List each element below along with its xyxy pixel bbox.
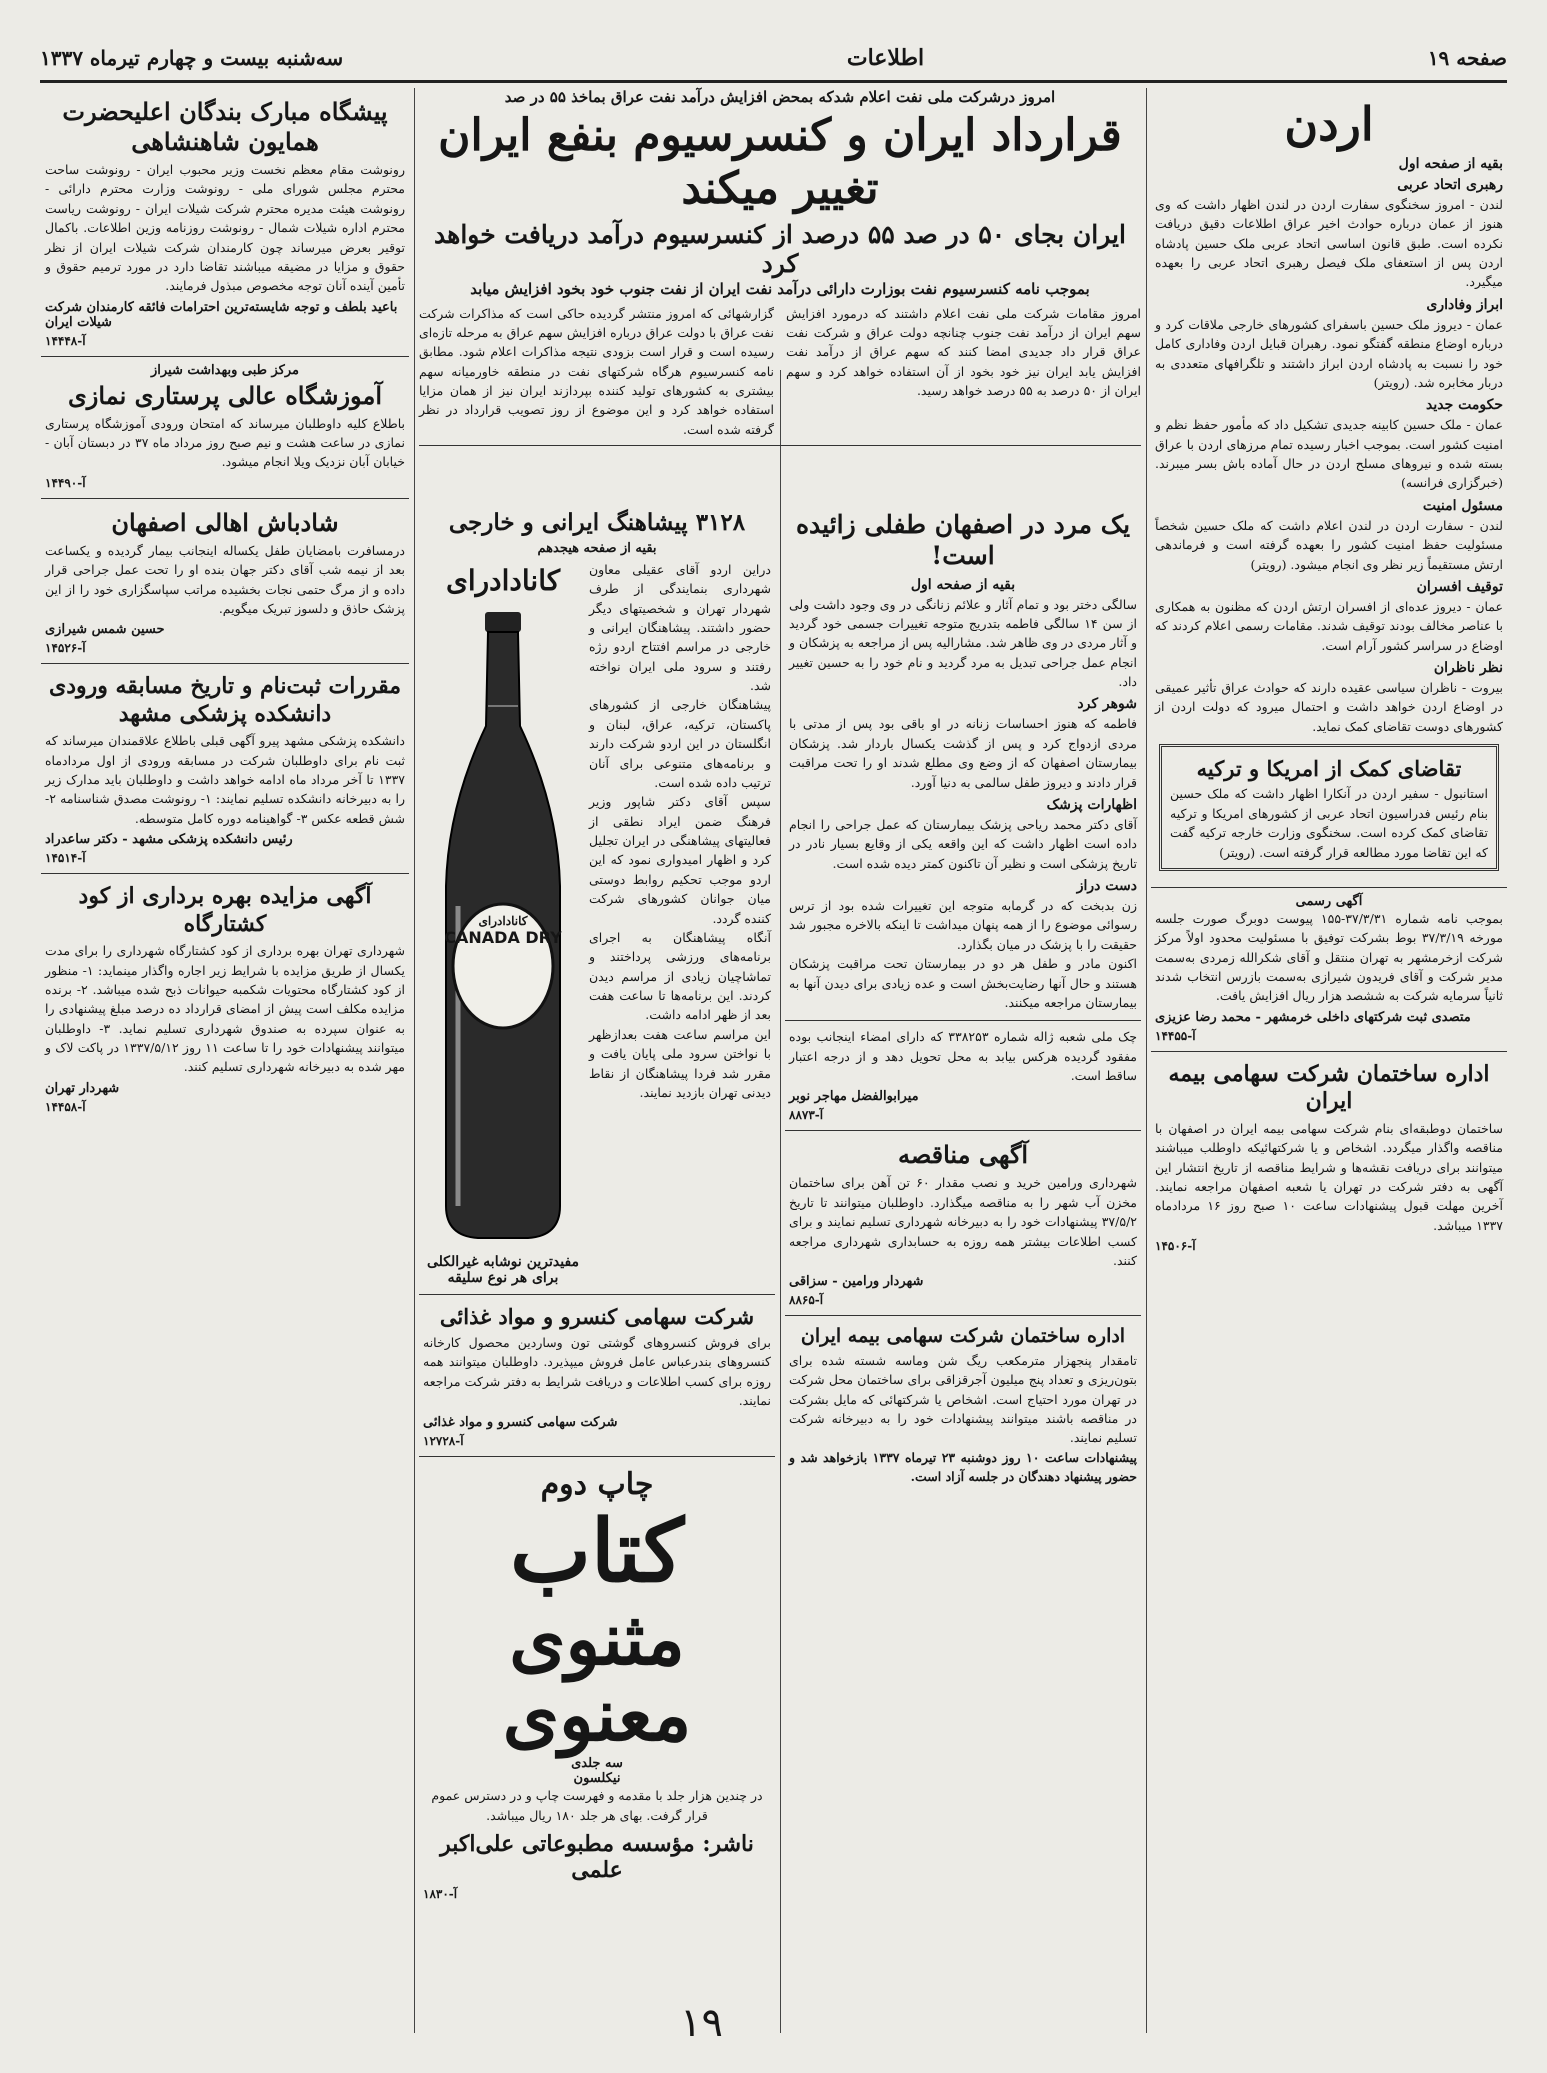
- ad-title: اداره ساختمان شرکت سهامی بیمه ایران: [1168, 1060, 1490, 1115]
- article-continued: بقیه از صفحه هیجدهم: [537, 540, 657, 556]
- ad-text: باطلاع کلیه داوطلبان میرساند که امتحان ورودی آموزشگاه پرستاری نمازی در ساعت هشت و نیم صبح روز مرداد ماه ۳۷ در دبستان آبان - خیابان آبان نزدیک ویلا انجام میشود.: [45, 415, 405, 470]
- ad-code: آ-۱۴۵۲۶: [45, 641, 86, 656]
- ad-title: آگهی مزایده بهره برداری از کود کشتارگاه: [78, 883, 372, 937]
- lead-kicker: امروز درشرکت ملی نفت اعلام شدکه بمحض افزایش درآمد نفت عراق بماخذ ۵۵ در صد: [504, 88, 1056, 106]
- subheading: شوهر کرد: [1077, 696, 1137, 713]
- ad-code: آ-۱۴۴۵۵: [1155, 1028, 1196, 1043]
- ad-signature: حسین شمس شیرازی: [45, 622, 165, 638]
- jordan-continued: بقیه از صفحه اول: [1398, 155, 1503, 172]
- book-editor: نیکلسون: [573, 1771, 621, 1787]
- subheading: اظهارات پزشک: [1046, 796, 1137, 813]
- article-text: لندن - امروز سخنگوی سفارت اردن در لندن اظهار داشت که وی هنوز از عمان درباره حوادث اخیر عراق اطلاعات دقیق دریافت نکرده است. طبق قانون اساسی اتحاد عربی ملک حسین پادشاه اردن پس از استعفای ملک فیصل رهبری اتحاد عربی را بعهده میگیرد.: [1155, 196, 1503, 290]
- lead-subhead: ایران بجای ۵۰ در صد ۵۵ درصد از کنسرسیوم درآمد دریافت خواهد کرد: [434, 219, 1126, 278]
- ad-text: شهرداری تهران بهره برداری از کود کشتارگاه شهرداری را برای مدت یکسال از طریق مزایده با شرایط زیر اجاره واگذار مینماید: ۱- منظور از کود کشتارگاه محتویات شکمبه حیوانات ذبح شده میباشد. ۲- برنده مزایده مکلف است پیش از امضای قرارداد ده درصد مبلغ پیشنهادی را به عنوان سپرده به صندوق شهرداری تسلیم نماید. ۳- داوطلبان میتوانند پیشنهادات خود را تا ساعت ۱۱ روز ۱۳۳۷/۵/۱۲ در پاکت لاک و مهر شده به دبیرخانه شهرداری تسلیم کنند.: [45, 943, 406, 1075]
- book-edition: چاپ دوم: [540, 1466, 654, 1502]
- subheading: ابراز وفاداری: [1426, 296, 1503, 313]
- ad-title: آموزشگاه عالی پرستاری نمازی: [68, 380, 382, 410]
- lead-headline: قرارداد ایران و کنسرسیوم بنفع ایران تغییر میکند: [438, 110, 1122, 214]
- article-text: اکنون مادر و طفل هر دو در بیمارستان تحت مراقبت پزشکان هستند و حال آنها رضایت‌بخش است و عده زیادی برای دیدن آنها به بیمارستان مراجعه میکنند.: [789, 956, 1137, 1010]
- article-text: دراین اردو آقای عقیلی معاون شهرداری بنمایندگی از طرف شهردار تهران و شخصیتهای دیگر حضور داشتند. پیشاهنگان ایرانی و خارجی در مراسم افتتاح اردو رژه رفتند و سرود ملی ایران نواخته شد.: [589, 561, 771, 693]
- jordan-title: اردن: [1284, 97, 1374, 151]
- article-continued: بقیه از صفحه اول: [910, 576, 1016, 593]
- tender-notice: [785, 1131, 1141, 1316]
- subheading: دست دراز: [1076, 878, 1137, 894]
- article-text: لندن - سفارت اردن در لندن اعلام داشت که ملک حسین شخصاً مسئولیت حفظ امنیت کشور را بعهده گرفته است و فرماندهی ارتش مستقیماً زیر نظر وی انجام میشود. (رویتر): [1155, 517, 1503, 572]
- brand-name: کانادادرای: [445, 563, 561, 597]
- ad-code: آ-۱۸۳۰: [423, 1887, 458, 1902]
- notice-signature: متصدی ثبت شرکتهای داخلی خرمشهر - محمد رضا عزیزی: [1155, 1009, 1471, 1025]
- ad-title: پیشگاه مبارک بندگان اعلیحضرت همایون شاهنشاهی: [62, 97, 388, 156]
- article-title: یک مرد در اصفهان طفلی زائیده است!: [795, 510, 1131, 571]
- top-rule: [40, 80, 1507, 83]
- ad-text: شهرداری ورامین خرید و نصب مقدار ۶۰ تن آهن برای ساختمان مخزن آب شهر را به مناقصه میگذارد. داوطلبان میتوانند تا تاریخ ۳۷/۵/۲ پیشنهادات خود را به دبیرخانه شهرداری تسلیم نمایند و برای کسب اطلاعات بیشتر همه روزه به حسابداری شهرداری مراجعه کنند.: [789, 1175, 1137, 1268]
- ad-text: پیشنهادات ساعت ۱۰ روز دوشنبه ۲۳ تیرماه ۱۳۳۷ بازخواهد شد و حضور پیشنهاد دهندگان در جلسه آزاد است.: [789, 1449, 1137, 1485]
- ad-title: مقررات ثبت‌نام و تاریخ مسابقه ورودی دانشکده پزشکی مشهد: [48, 673, 402, 727]
- canada-dry-ad: [423, 560, 583, 1286]
- nursing-school-notice: [41, 357, 409, 499]
- lead-body: گزارشهائی که امروز منتشر گردیده حاکی است که مذاکرات شرکت نفت عراق با دولت عراق درباره افزایش سهم عراق به مرحله تازه‌ای رسیده است و قرار است بزودی نتیجه مذاکرات اعلام شود. مطابق نامه کنسرسیوم هرگاه شرکتهای نفت در منطقه خاورمیانه سهم بیشتری به کشورهای تولید کننده بپردازند ایران نیز از همان مزایا استفاده خواهد کرد و این موضوع از روز تصویب قرارداد در نظر گرفته شده است.: [419, 305, 774, 437]
- notice-signature: میرابوالفضل مهاجر نوبر: [789, 1089, 919, 1105]
- ad-code: آ-۱۴۴۴۸: [45, 333, 86, 348]
- insurance-tender-ad: [1151, 1052, 1507, 1261]
- ad-signature: باعید بلطف و توجه شایسته‌ترین احترامات فائقه کارمندان شرکت شیلات ایران: [45, 299, 398, 330]
- canned-food-ad: [419, 1295, 775, 1457]
- column-isfahan: [785, 500, 1141, 1495]
- book-ad: [419, 1457, 775, 1910]
- paper-name: اطلاعات: [846, 45, 925, 71]
- lead-subhead-2: بموجب نامه کنسرسیوم نفت بوزارت دارائی درآمد نفت ایران از نفت جنوب خود بخود افزایش میابد: [470, 279, 1090, 298]
- ad-title: اداره ساختمان شرکت سهامی بیمه ایران: [800, 1325, 1126, 1348]
- ad-code: آ-۱۴۴۹۰: [45, 475, 86, 490]
- auction-notice: [41, 874, 409, 1122]
- lead-body: امروز مقامات شرکت ملی نفت اعلام داشتند که درمورد افزایش سهم ایران از درآمد نفت جنوب چنانچه دولت عراق و شرکت نفت عراق قرار داد جدیدی امضا کنند که سهم عراق از درآمد نفت افزایش یابد ایران نیز خود بخود از آن استفاده خواهد کرد و سهم ایران از ۵۰ درصد به ۵۵ درصد خواهد رسید.: [786, 305, 1141, 399]
- ad-signature: شهردار ورامین - سزاقی: [789, 1274, 924, 1290]
- article-text: عمان - دیروز ملک حسین باسفرای کشورهای خارجی ملاقات کرد و درباره اوضاع منطقه گفتگو نمود. رهبران قبایل اردن وفاداری کامل خود را نسبت به پادشاه اردن ابراز داشتند و تلگرافهای متعددی به دربار مخابره شد. (رویتر): [1155, 316, 1503, 390]
- ad-text: درمسافرت بامضایان طفل یکساله اینجانب بیمار گردیده و یکساعت بعد از نیمه شب آقای دکتر جهان بنده او را تحت عمل جراحی قرار داده و از مرگ حتمی نجات بخشیده مراتب سپاسگزاری خود را از این پزشک حاذق و دلسوز تبریک میگویم.: [45, 542, 405, 616]
- subheading: مسئول امنیت: [1422, 497, 1503, 514]
- ad-signature: رئیس دانشکده پزشکی مشهد - دکتر ساعدراد: [45, 832, 293, 848]
- petition-notice: [41, 88, 409, 357]
- ad-caption: برای هر نوع سلیقه: [447, 1269, 559, 1286]
- column-scouts: [419, 500, 775, 1909]
- publisher-name: مؤسسه مطبوعاتی علی‌اکبر علمی: [440, 1831, 695, 1884]
- ad-title: شرکت سهامی کنسرو و مواد غذائی: [439, 1303, 755, 1329]
- box-title: تقاضای کمک از امریکا و ترکیه: [1196, 756, 1462, 782]
- notice-text: چک ملی شعبه ژاله شماره ۳۳۸۲۵۳ که دارای امضاء اینجانب بوده مفقود گردیده هرکس بیابد به محل تحویل دهد و از درجه اعتبار ساقط است.: [789, 1029, 1137, 1083]
- ad-text: رونوشت مقام معظم نخست وزیر محبوب ایران - رونوشت ساحت محترم مجلس شورای ملی - رونوشت وزارت محترم دارائی - رونوشت هیئت مدیره محترم شرکت شیلات ایران - رونوشت ریاست محترم اداره شیلات شمال - رونوشت روزنامه وزین اطلاعات. باکمال توقیر بعرض میرساند چون کارمندان شرکت شیلات ایران از نظر حقوق و مزایا در مضیقه میباشند تقاضا دارد در مورد ترمیم حقوق و تأمین آینده آنان توجه مخصوص مبذول فرمایند.: [45, 162, 405, 294]
- issue-date: سه‌شنبه بیست و چهارم تیرماه ۱۳۳۷: [40, 46, 344, 70]
- ad-code: آ-۱۲۷۲۸: [423, 1433, 464, 1448]
- article-title: ۳۱۲۸ پیشاهنگ ایرانی و خارجی: [448, 509, 746, 536]
- ad-code: آ-۱۴۵۱۴: [45, 851, 86, 866]
- article-text: زن بدبخت که در گرمابه متوجه این تغییرات شده بود از ترس رسوائی موضوع را از همه پنهان میداشت تا اینکه بالاخره مجبور شد حقیقت را با پزشک در میان بگذارد.: [789, 898, 1137, 952]
- masthead: [40, 40, 1507, 76]
- bottle-label-fa: کانادادرای: [478, 913, 528, 928]
- article-text: آقای دکتر محمد ریاحی پزشک بیمارستان که عمل جراحی را انجام داده است اظهار داشت که این واقعه یکی از وقایع بسیار نادر در تاریخ پزشکی است و نظیر آن تاکنون کمتر دیده شده است.: [789, 816, 1137, 871]
- book-word: کتاب: [509, 1501, 685, 1602]
- article-text: فاطمه که هنوز احساسات زنانه در او باقی بود پس از مدتی با مردی ازدواج کرد و پس از گذشت یکسال باردار شد. پزشکان بیمارستان اصفهان که از وضع وی مطلع شدند او را تحت مراقبت قرار دادند و دیروز طفل سالمی به دنیا آورد.: [789, 716, 1137, 790]
- thanks-notice: [41, 499, 409, 665]
- article-text: بیروت - ناظران سیاسی عقیده دارند که حوادث عراق تأثیر عمیقی در اوضاع اردن خواهد داشت و احتمال میرود که دولت اردن از کشورهای دوست تقاضای کمک نماید.: [1155, 680, 1503, 734]
- official-notice: [1151, 888, 1507, 1052]
- article-text: سپس آقای دکتر شاپور وزیر فرهنگ ضمن ایراد نطقی از فعالیتهای پیشاهنگی در ایران تجلیل کرد و اظهار امیدواری نمود که این اردو موجب تحکیم روابط دوستی میان جوانان کشورهای شرکت کننده گردد.: [589, 794, 771, 926]
- column-rule: [1146, 88, 1147, 2033]
- aid-request-box: [1159, 744, 1499, 871]
- article-text: سالگی دختر بود و تمام آثار و علائم زنانگی در وی وجود داشت ولی از سن ۱۴ سالگی فاطمه بتدریج متوجه تغییرات جسمی خود گردید و آثار مردی در وی ظاهر شد. مشارالیه پس از مراجعه به پزشکان و انجام عمل جراحی تبدیل به مرد گردید و نام خود را به حسین تغییر داد.: [789, 596, 1138, 689]
- ad-code: آ-۸۸۷۳: [789, 1108, 824, 1123]
- subheading: رهبری اتحاد عربی: [1397, 176, 1503, 193]
- ad-text: دانشکده پزشکی مشهد پیرو آگهی قبلی باطلاع علاقمندان میرساند که ثبت نام برای داوطلبان شرکت در مسابقه ورودی از اول مردادماه ۱۳۳۷ تا آخر مرداد ماه ادامه خواهد داشت و داوطلبان باید مدارک زیر را به دبیرخانه دانشکده تسلیم نمایند: ۱- رونوشت مصدق شناسنامه ۲- شش قطعه عکس ۳- گواهینامه دوره کامل متوسطه.: [45, 733, 405, 826]
- notice-text: بموجب نامه شماره ۳۷/۳/۳۱-۱۵۵ پیوست دوبرگ صورت جلسه مورخه ۳۷/۳/۱۹ بوط بشرکت توفیق با مسئولیت محدود اولاً مرکز شرکت ازخرمشهر به تهران منتقل و آقای شکرالله زمردی به‌سمت مدیر شرکت و آقای فریدون شیرازی به‌سمت بازرس انتخاب شدند ثانیاً سرمایه شرکت به ششصد هزار ریال افزایش یافت.: [1155, 910, 1503, 1004]
- book-volumes: سه جلدی: [571, 1756, 623, 1772]
- ad-text: تامقدار پنجهزار مترمکعب ریگ شن وماسه شسته شده برای بتون‌ریزی و تعداد پنج میلیون آجرقزاقی برای ساختمان محل شرکت در تهران مورد احتیاج است. اشخاص یا شرکتهائی که مایل بشرکت در مناقصه باشند میتوانند پیشنهادات خود را به دبیرخانه شرکت تسلیم نمایند.: [789, 1352, 1137, 1446]
- publisher-label: ناشر:: [702, 1831, 754, 1858]
- box-text: استانبول - سفیر اردن در آنکارا اظهار داشت که ملک حسین بنام رئیس فدراسیون اتحاد عربی از کشورهای امریکا و ترکیه تقاضای کمک کرده است. سخنگوی وزارت خارجه ترکیه گفت که این تقاضا مورد مطالعه قرار گرفته است. (رویتر): [1170, 786, 1488, 860]
- subheading: توقیف افسران: [1416, 578, 1503, 595]
- article-text: عمان - دیروز عده‌ای از افسران ارتش اردن که مظنون به همکاری با عناصر مخالف بودند توقیف شدند. مقامات رسمی اعلام کردند که اوضاع در سراسر کشور آرام است.: [1155, 598, 1503, 653]
- page-number: ۱۹: [680, 2000, 723, 2046]
- ad-text: ساختمان دوطبقه‌ای بنام شرکت سهامی بیمه ایران در اصفهان با مناقصه واگذار میگردد. اشخاص و یا شرکتهائیکه داوطلب میباشند میتوانند برای دریافت نقشه‌ها و شرایط مناقصه از تاریخ انتشار این آگهی به دفتر شرکت در تهران یا شعبه اصفهان مراجعه نمایند. آخرین مهلت قبول پیشنهادات ساعت ۱۰ صبح روز ۱۶ مردادماه ۱۳۳۷ میباشد.: [1155, 1120, 1504, 1233]
- article-text: آنگاه پیشاهنگان به اجرای برنامه‌های ورزشی پرداختند و تماشاچیان زیادی از مراسم دیدن کردند. این برنامه‌ها تا ساعت هفت بعد از ظهر ادامه داشت.: [589, 929, 771, 1023]
- notice-title: آگهی رسمی: [1295, 893, 1363, 909]
- column-ads: [41, 88, 409, 1122]
- article-text: این مراسم ساعت هفت بعدازظهر با نواختن سرود ملی پایان یافت و مقرر شد فردا پیشاهنگان از نقاط دیدنی تهران بازدید نمایند.: [589, 1026, 771, 1100]
- book-title: مثنوی معنوی: [502, 1596, 692, 1757]
- ad-code: آ-۸۸۶۵: [789, 1293, 824, 1308]
- ad-code: آ-۱۴۵۰۶: [1155, 1239, 1196, 1254]
- column-rule: [414, 88, 415, 2033]
- subheading: نظر ناظران: [1433, 660, 1503, 677]
- article-text: پیشاهنگان خارجی از کشورهای پاکستان، ترکیه، عراق، لبنان و انگلستان در این اردو شرکت دارند و برنامه‌های متنوعی برای آنان ترتیب داده شده است.: [589, 697, 771, 790]
- lead-article: [419, 88, 1141, 446]
- bottle-label-en: CANADA DRY: [444, 927, 562, 947]
- ad-title: شادباش اهالی اصفهان: [111, 507, 339, 537]
- ad-kicker: مرکز طبی وبهداشت شیراز: [150, 362, 300, 378]
- lost-cheque-notice: [785, 1021, 1141, 1131]
- ad-signature: شهردار تهران: [45, 1080, 120, 1096]
- medical-school-notice: [41, 664, 409, 874]
- ad-text: در چندین هزار جلد با مقدمه و فهرست چاپ و در دسترس عموم قرار گرفت. بهای هر جلد ۱۸۰ ریال میباشد.: [431, 1788, 763, 1823]
- ad-title: آگهی مناقصه: [897, 1140, 1029, 1170]
- ad-text: برای فروش کنسروهای گوشتی تون وساردین محصول کارخانه کنسروهای بندرعباس عامل فروش میپذیرد. داوطلبان میتوانند همه روزه برای کسب اطلاعات و دریافت شرایط به دفتر شرکت مراجعه نمایند.: [423, 1335, 771, 1409]
- page-label: صفحه ۱۹: [1427, 46, 1507, 70]
- column-rule: [780, 370, 781, 2033]
- ad-caption: مفیدترین نوشابه غیرالکلی: [426, 1253, 580, 1270]
- ad-code: آ-۱۴۴۵۸: [45, 1099, 86, 1114]
- ad-signature: شرکت سهامی کنسرو و مواد غذائی: [423, 1414, 618, 1430]
- subheading: حکومت جدید: [1426, 397, 1503, 414]
- article-text: عمان - ملک حسین کابینه جدیدی تشکیل داد که مأمور حفظ نظم و امنیت کشور است. بموجب اخبار رسیده تمام مرزهای اردن با عراق بسته شده و نیروهای مسلح اردن در حال آماده باش بسر میبرند. (خبرگزاری فرانسه): [1155, 417, 1503, 491]
- insurance-materials-ad: [785, 1316, 1141, 1494]
- column-jordan: [1151, 88, 1507, 1261]
